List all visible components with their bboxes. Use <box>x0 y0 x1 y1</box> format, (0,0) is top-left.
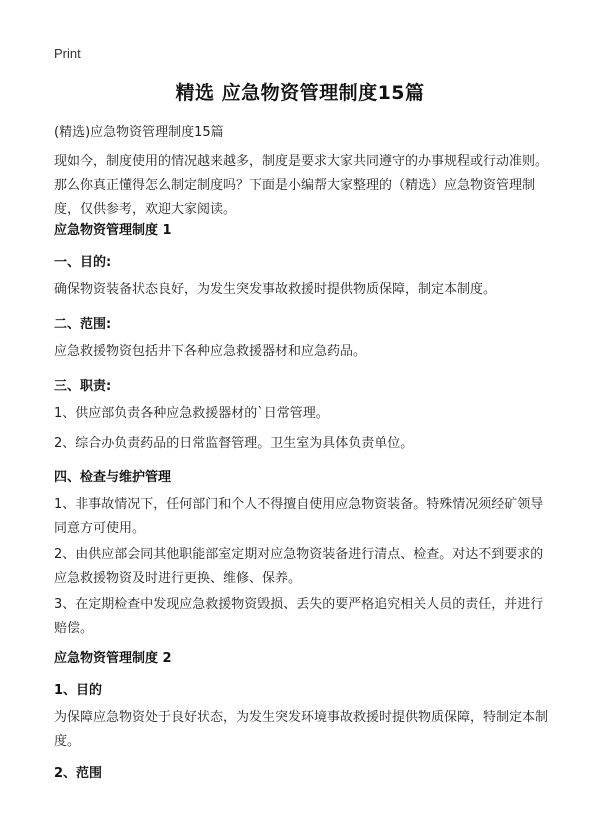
section1-duty-1: 1、供应部负责各种应急救援器材的`日常管理。 <box>54 406 329 421</box>
section2-purpose-heading: 1、目的 <box>54 683 103 698</box>
section1-scope-heading: 二、范围: <box>54 317 112 332</box>
section2-scope-heading: 2、范围 <box>54 766 103 781</box>
section1-duty-2: 2、综合办负责药品的日常监督管理。卫生室为具体负责单位。 <box>54 436 414 451</box>
section1-duty-heading: 三、职责: <box>54 379 112 394</box>
page-title: 精选 应急物资管理制度15篇 <box>175 82 425 104</box>
page-subtitle: (精选)应急物资管理制度15篇 <box>54 125 224 140</box>
section1-check-3: 3、在定期检查中发现应急救援物资毁损、丢失的要严格追究相关人员的责任，并进行赔偿。 <box>54 597 544 636</box>
section2-heading: 应急物资管理制度 2 <box>54 651 172 666</box>
section1-check-2: 2、由供应部会同其他职能部室定期对应急物资装备进行清点、检查。对达不到要求的应急救援物资及时进行更换、维修、保养。 <box>54 547 544 586</box>
section1-purpose-text: 确保物资装备状态良好，为发生突发事故救援时提供物质保障，制定本制度。 <box>54 282 497 297</box>
section1-check-1: 1、非事故情况下，任何部门和个人不得擅自使用应急物资装备。特殊情况须经矿领导同意方可使用。 <box>54 497 544 536</box>
section2-purpose-text: 为保障应急物资处于良好状态，为发生突发环境事故救援时提供物质保障，特制定本制度。 <box>54 710 549 749</box>
intro-paragraph: 现如今，制度使用的情况越来越多，制度是要求大家共同遵守的办事规程或行动准则。那么你真正懂得怎么制定制度吗？下面是小编帮大家整理的（精选）应急物资管理制度，仅供参考，欢迎大家阅读。 <box>54 154 549 217</box>
section1-scope-text: 应急救援物资包括井下各种应急救援器材和应急药品。 <box>54 344 367 359</box>
section1-check-heading: 四、检查与维护管理 <box>54 470 172 485</box>
section1-heading: 应急物资管理制度 1 <box>54 223 172 238</box>
print-link[interactable]: Print <box>54 46 81 61</box>
section1-purpose-heading: 一、目的: <box>54 255 112 270</box>
